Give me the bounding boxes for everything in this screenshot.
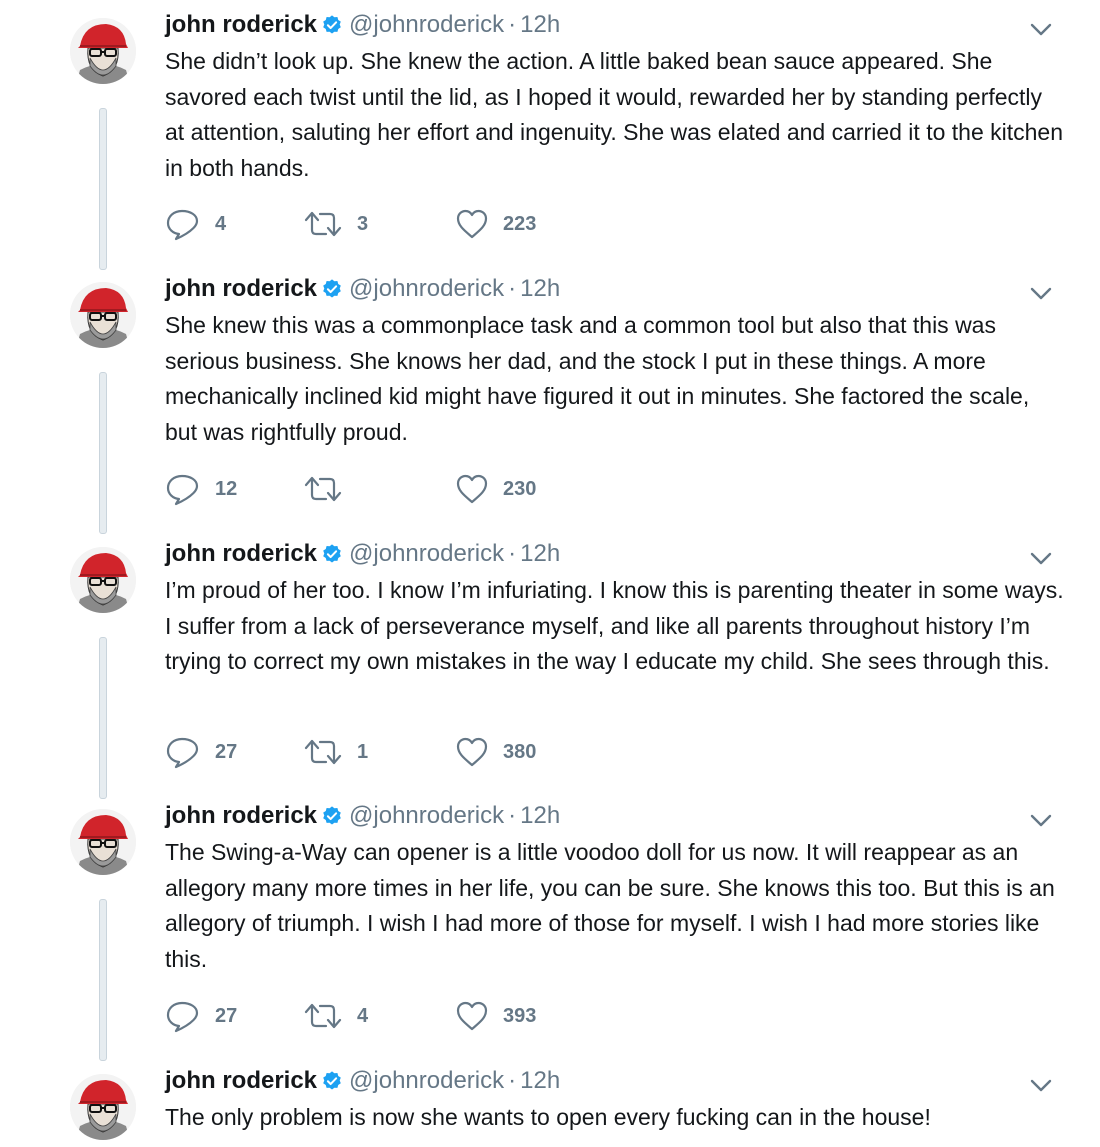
avatar[interactable]	[70, 282, 136, 348]
avatar[interactable]	[70, 18, 136, 84]
like-icon	[455, 736, 489, 768]
thread-connector-line	[99, 372, 107, 534]
tweet	[0, 264, 1100, 526]
timestamp[interactable]: 12h	[520, 275, 561, 302]
tweet-text: I’m proud of her too. I know I’m infuriating. I know this is parenting theater in some ways. I suffer from a lack of perseverance myself, and like all parents throughout history I’m trying to correct my own mistakes in the way I educate my child. She sees through this.	[165, 577, 1064, 674]
retweet-icon	[303, 474, 343, 504]
reply-icon	[165, 472, 201, 506]
author-name[interactable]: john roderick	[165, 11, 318, 38]
tweet	[0, 0, 1100, 262]
timestamp[interactable]: 12h	[520, 540, 561, 567]
retweet-count: 4	[357, 1004, 369, 1027]
tweet	[0, 529, 1100, 791]
reply-count: 12	[215, 477, 238, 500]
thread-connector-line	[99, 899, 107, 1061]
retweet-button[interactable]	[303, 206, 368, 242]
retweet-count: 1	[357, 740, 369, 763]
verified-badge-icon	[321, 276, 343, 310]
tweet-text: The Swing-a-Way can opener is a little voodoo doll for us now. It will reappear as an allegory many more times in her life, you can be sure. She knows this too. But this is an allegory of triumph. I wish I had more of those for myself. I wish I had more stories like this.	[165, 839, 1055, 972]
like-button[interactable]	[455, 206, 536, 242]
chevron-down-icon[interactable]	[1028, 1076, 1054, 1096]
like-button[interactable]	[455, 998, 536, 1034]
separator-dot: ·	[508, 11, 517, 38]
tweet-text: She didn’t look up. She knew the action. A little baked bean sauce appeared. She savored each twist until the lid, as I hoped it would, rewarded her by standing perfectly at attention, saluting her effort and ingenuity. She was elated and carried it to the kitchen in both hands.	[165, 48, 1063, 181]
thread-connector-line	[99, 108, 107, 270]
avatar[interactable]	[70, 547, 136, 613]
reply-count: 4	[215, 212, 227, 235]
reply-button[interactable]	[165, 998, 237, 1034]
tweet-actions	[165, 998, 585, 1034]
retweet-icon	[303, 737, 343, 767]
like-count: 223	[503, 212, 537, 235]
tweet-header	[165, 8, 1045, 42]
tweet-actions	[165, 734, 585, 770]
author-handle[interactable]: @johnroderick	[349, 1067, 505, 1094]
separator-dot: ·	[508, 1067, 517, 1094]
reply-icon	[165, 999, 201, 1033]
reply-count: 27	[215, 1004, 238, 1027]
reply-count: 27	[215, 740, 238, 763]
author-name[interactable]: john roderick	[165, 540, 318, 567]
like-icon	[455, 1000, 489, 1032]
retweet-button[interactable]	[303, 471, 357, 507]
verified-badge-icon	[321, 541, 343, 575]
like-count: 393	[503, 1004, 537, 1027]
reply-icon	[165, 735, 201, 769]
verified-badge-icon	[321, 1068, 343, 1102]
like-count: 230	[503, 477, 537, 500]
author-handle[interactable]: @johnroderick	[349, 11, 505, 38]
reply-button[interactable]	[165, 734, 237, 770]
reply-icon	[165, 207, 201, 241]
retweet-icon	[303, 1001, 343, 1031]
like-count: 380	[503, 740, 537, 763]
avatar[interactable]	[70, 809, 136, 875]
tweet-header	[165, 799, 1045, 833]
tweet-header	[165, 1064, 1045, 1098]
tweet-actions	[165, 471, 585, 507]
timestamp[interactable]: 12h	[520, 11, 561, 38]
reply-button[interactable]	[165, 471, 237, 507]
retweet-count: 3	[357, 212, 369, 235]
like-icon	[455, 208, 489, 240]
tweet-text: She knew this was a commonplace task and a common tool but also that this was serious business. She knows her dad, and the stock I put in these things. A more mechanically inclined kid might have figured it out in minutes. She factored the scale, but was rightfully proud.	[165, 312, 1030, 445]
thread-connector-line	[99, 637, 107, 799]
chevron-down-icon[interactable]	[1028, 549, 1054, 569]
retweet-button[interactable]	[303, 998, 368, 1034]
author-handle[interactable]: @johnroderick	[349, 275, 505, 302]
timestamp[interactable]: 12h	[520, 802, 561, 829]
tweet	[0, 1056, 1100, 1147]
tweet-header	[165, 537, 1045, 571]
verified-badge-icon	[321, 803, 343, 837]
verified-badge-icon	[321, 12, 343, 46]
tweet-header	[165, 272, 1045, 306]
retweet-icon	[303, 209, 343, 239]
author-handle[interactable]: @johnroderick	[349, 540, 505, 567]
timestamp[interactable]: 12h	[520, 1067, 561, 1094]
retweet-button[interactable]	[303, 734, 368, 770]
chevron-down-icon[interactable]	[1028, 284, 1054, 304]
author-name[interactable]: john roderick	[165, 275, 318, 302]
author-name[interactable]: john roderick	[165, 1067, 318, 1094]
tweet-text: The only problem is now she wants to open every fucking can in the house!	[165, 1104, 931, 1130]
avatar[interactable]	[70, 1074, 136, 1140]
chevron-down-icon[interactable]	[1028, 811, 1054, 831]
like-icon	[455, 473, 489, 505]
separator-dot: ·	[508, 802, 517, 829]
separator-dot: ·	[508, 275, 517, 302]
separator-dot: ·	[508, 540, 517, 567]
author-handle[interactable]: @johnroderick	[349, 802, 505, 829]
chevron-down-icon[interactable]	[1028, 20, 1054, 40]
tweet	[0, 791, 1100, 1053]
like-button[interactable]	[455, 471, 536, 507]
reply-button[interactable]	[165, 206, 226, 242]
tweet-actions	[165, 206, 585, 242]
like-button[interactable]	[455, 734, 536, 770]
author-name[interactable]: john roderick	[165, 802, 318, 829]
